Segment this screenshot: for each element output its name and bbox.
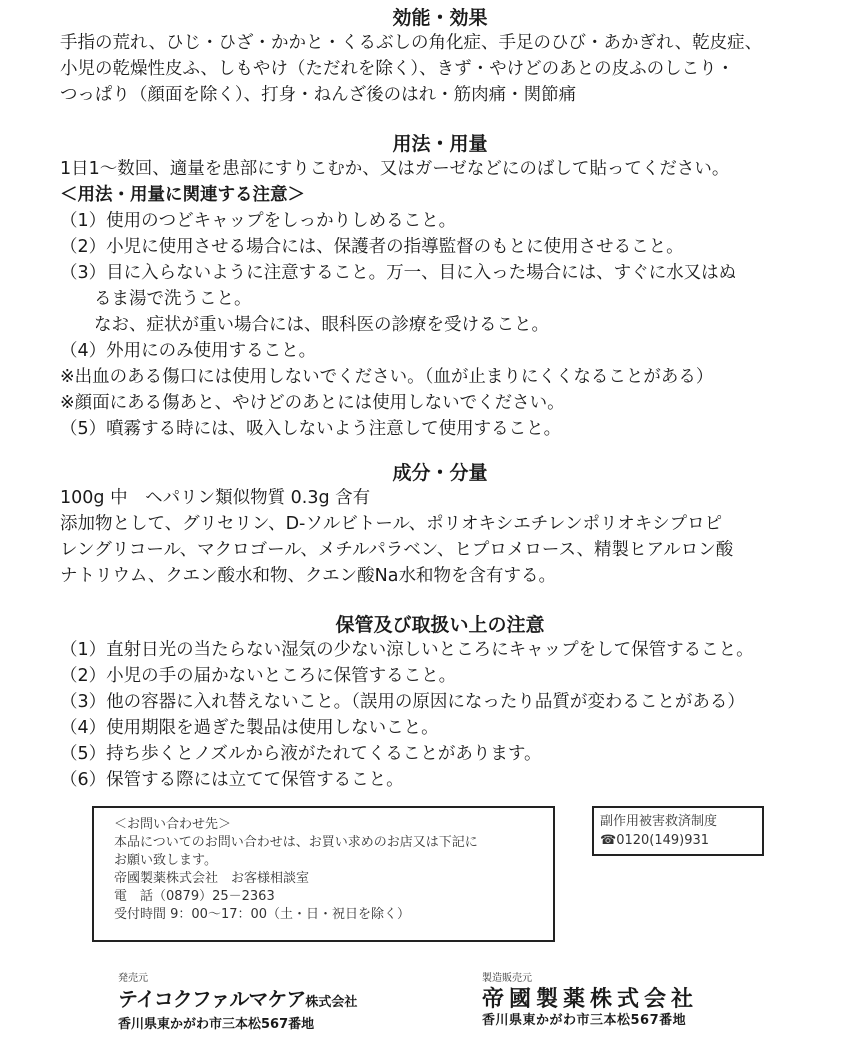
usage-intro: 1日1～数回、適量を患部にすりこむか、又はガーゼなどにのばして貼ってください。 (60, 159, 730, 179)
relief-title: 副作用被害救済制度 (600, 814, 718, 829)
storage-line: （5）持ち歩くとノズルから液がたれてくることがあります。 (60, 744, 542, 764)
usage-note: （3）目に入らないように注意すること。万一、目に入った場合には、すぐに水又はぬ (60, 263, 737, 283)
effects-line: 小児の乾燥性皮ふ、しもやけ（ただれを除く）、きず・やけどのあとの皮ふのしこり・ (60, 59, 735, 79)
relief-phone: ☎0120(149)931 (600, 833, 710, 848)
storage-section (60, 613, 820, 793)
ingredients-line: ナトリウム、クエン酸水和物、クエン酸Na水和物を含有する。 (60, 566, 556, 586)
storage-line: （1）直射日光の当たらない湿気の少ない涼しいところにキャップをして保管すること。 (60, 640, 754, 660)
usage-note: （1）使用のつどキャップをしっかりしめること。 (60, 211, 457, 231)
seller-name (118, 986, 357, 1016)
maker-role: 製造販売元 (482, 973, 532, 984)
usage-note: ※顔面にある傷あと、やけどのあとには使用しないでください。 (60, 393, 565, 413)
effects-line: 手指の荒れ、ひじ・ひざ・かかと・くるぶしの角化症、手足のひび・あかぎれ、乾皮症、 (60, 33, 763, 53)
usage-note: （5）噴霧する時には、吸入しないよう注意して使用すること。 (60, 419, 562, 439)
ingredients-line: 添加物として、グリセリン、D-ソルビトール、ポリオキシエチレンポリオキシプロピ (60, 514, 723, 534)
ingredients-section (60, 461, 820, 589)
usage-subheading: ＜用法・用量に関連する注意＞ (60, 185, 305, 205)
usage-note: るま湯で洗うこと。 (94, 289, 252, 309)
ingredients-line: レングリコール、マクロゴール、メチルパラベン、ヒプロメロース、精製ヒアルロン酸 (60, 540, 734, 560)
usage-heading: 用法・用量 (392, 133, 488, 155)
effects-heading: 効能・効果 (392, 7, 488, 29)
seller-role: 発売元 (118, 973, 148, 984)
maker-block (482, 972, 698, 1030)
seller-name-suffix: 株式会社 (305, 995, 358, 1010)
contact-hours: 受付時間 9：00～17：00（土・日・祝日を除く） (114, 907, 411, 922)
ingredients-heading: 成分・分量 (392, 462, 488, 484)
contact-company: 帝國製薬株式会社 お客様相談室 (114, 871, 310, 886)
ingredients-line: 100g 中 ヘパリン類似物質 0.3g 含有 (60, 488, 371, 508)
contact-line: 本品についてのお問い合わせは、お買い求めのお店又は下記に (114, 835, 478, 850)
effects-line: つっぱり（顔面を除く）、打身・ねんざ後のはれ・筋肉痛・関節痛 (60, 85, 577, 105)
effects-section (60, 6, 820, 108)
storage-line: （3）他の容器に入れ替えないこと。（誤用の原因になったり品質が変わることがある） (60, 692, 745, 712)
storage-line: （6）保管する際には立てて保管すること。 (60, 770, 404, 790)
relief-system-box (592, 806, 764, 856)
maker-address: 香川県東かがわ市三本松567番地 (482, 1013, 687, 1028)
contact-line: お願い致します。 (114, 853, 217, 868)
seller-block (118, 972, 357, 1034)
contact-title: ＜お問い合わせ先＞ (114, 817, 232, 832)
usage-note: ※出血のある傷口には使用しないでください。（血が止まりにくくなることがある） (60, 367, 714, 387)
contact-box (92, 806, 555, 942)
usage-section (60, 132, 820, 442)
storage-line: （2）小児の手の届かないところに保管すること。 (60, 666, 457, 686)
storage-heading: 保管及び取扱い上の注意 (335, 614, 545, 636)
usage-note: なお、症状が重い場合には、眼科医の診療を受けること。 (94, 315, 549, 335)
contact-phone: 電 話（0879）25－2363 (114, 889, 275, 904)
storage-line: （4）使用期限を過ぎた製品は使用しないこと。 (60, 718, 439, 738)
maker-name: 帝國製薬株式会社 (482, 986, 699, 1012)
usage-note: （2）小児に使用させる場合には、保護者の指導監督のもとに使用させること。 (60, 237, 684, 257)
seller-address: 香川県東かがわ市三本松567番地 (118, 1017, 315, 1032)
seller-name-main: テイコクファルマケア (118, 987, 306, 1011)
usage-note: （4）外用にのみ使用すること。 (60, 341, 317, 361)
